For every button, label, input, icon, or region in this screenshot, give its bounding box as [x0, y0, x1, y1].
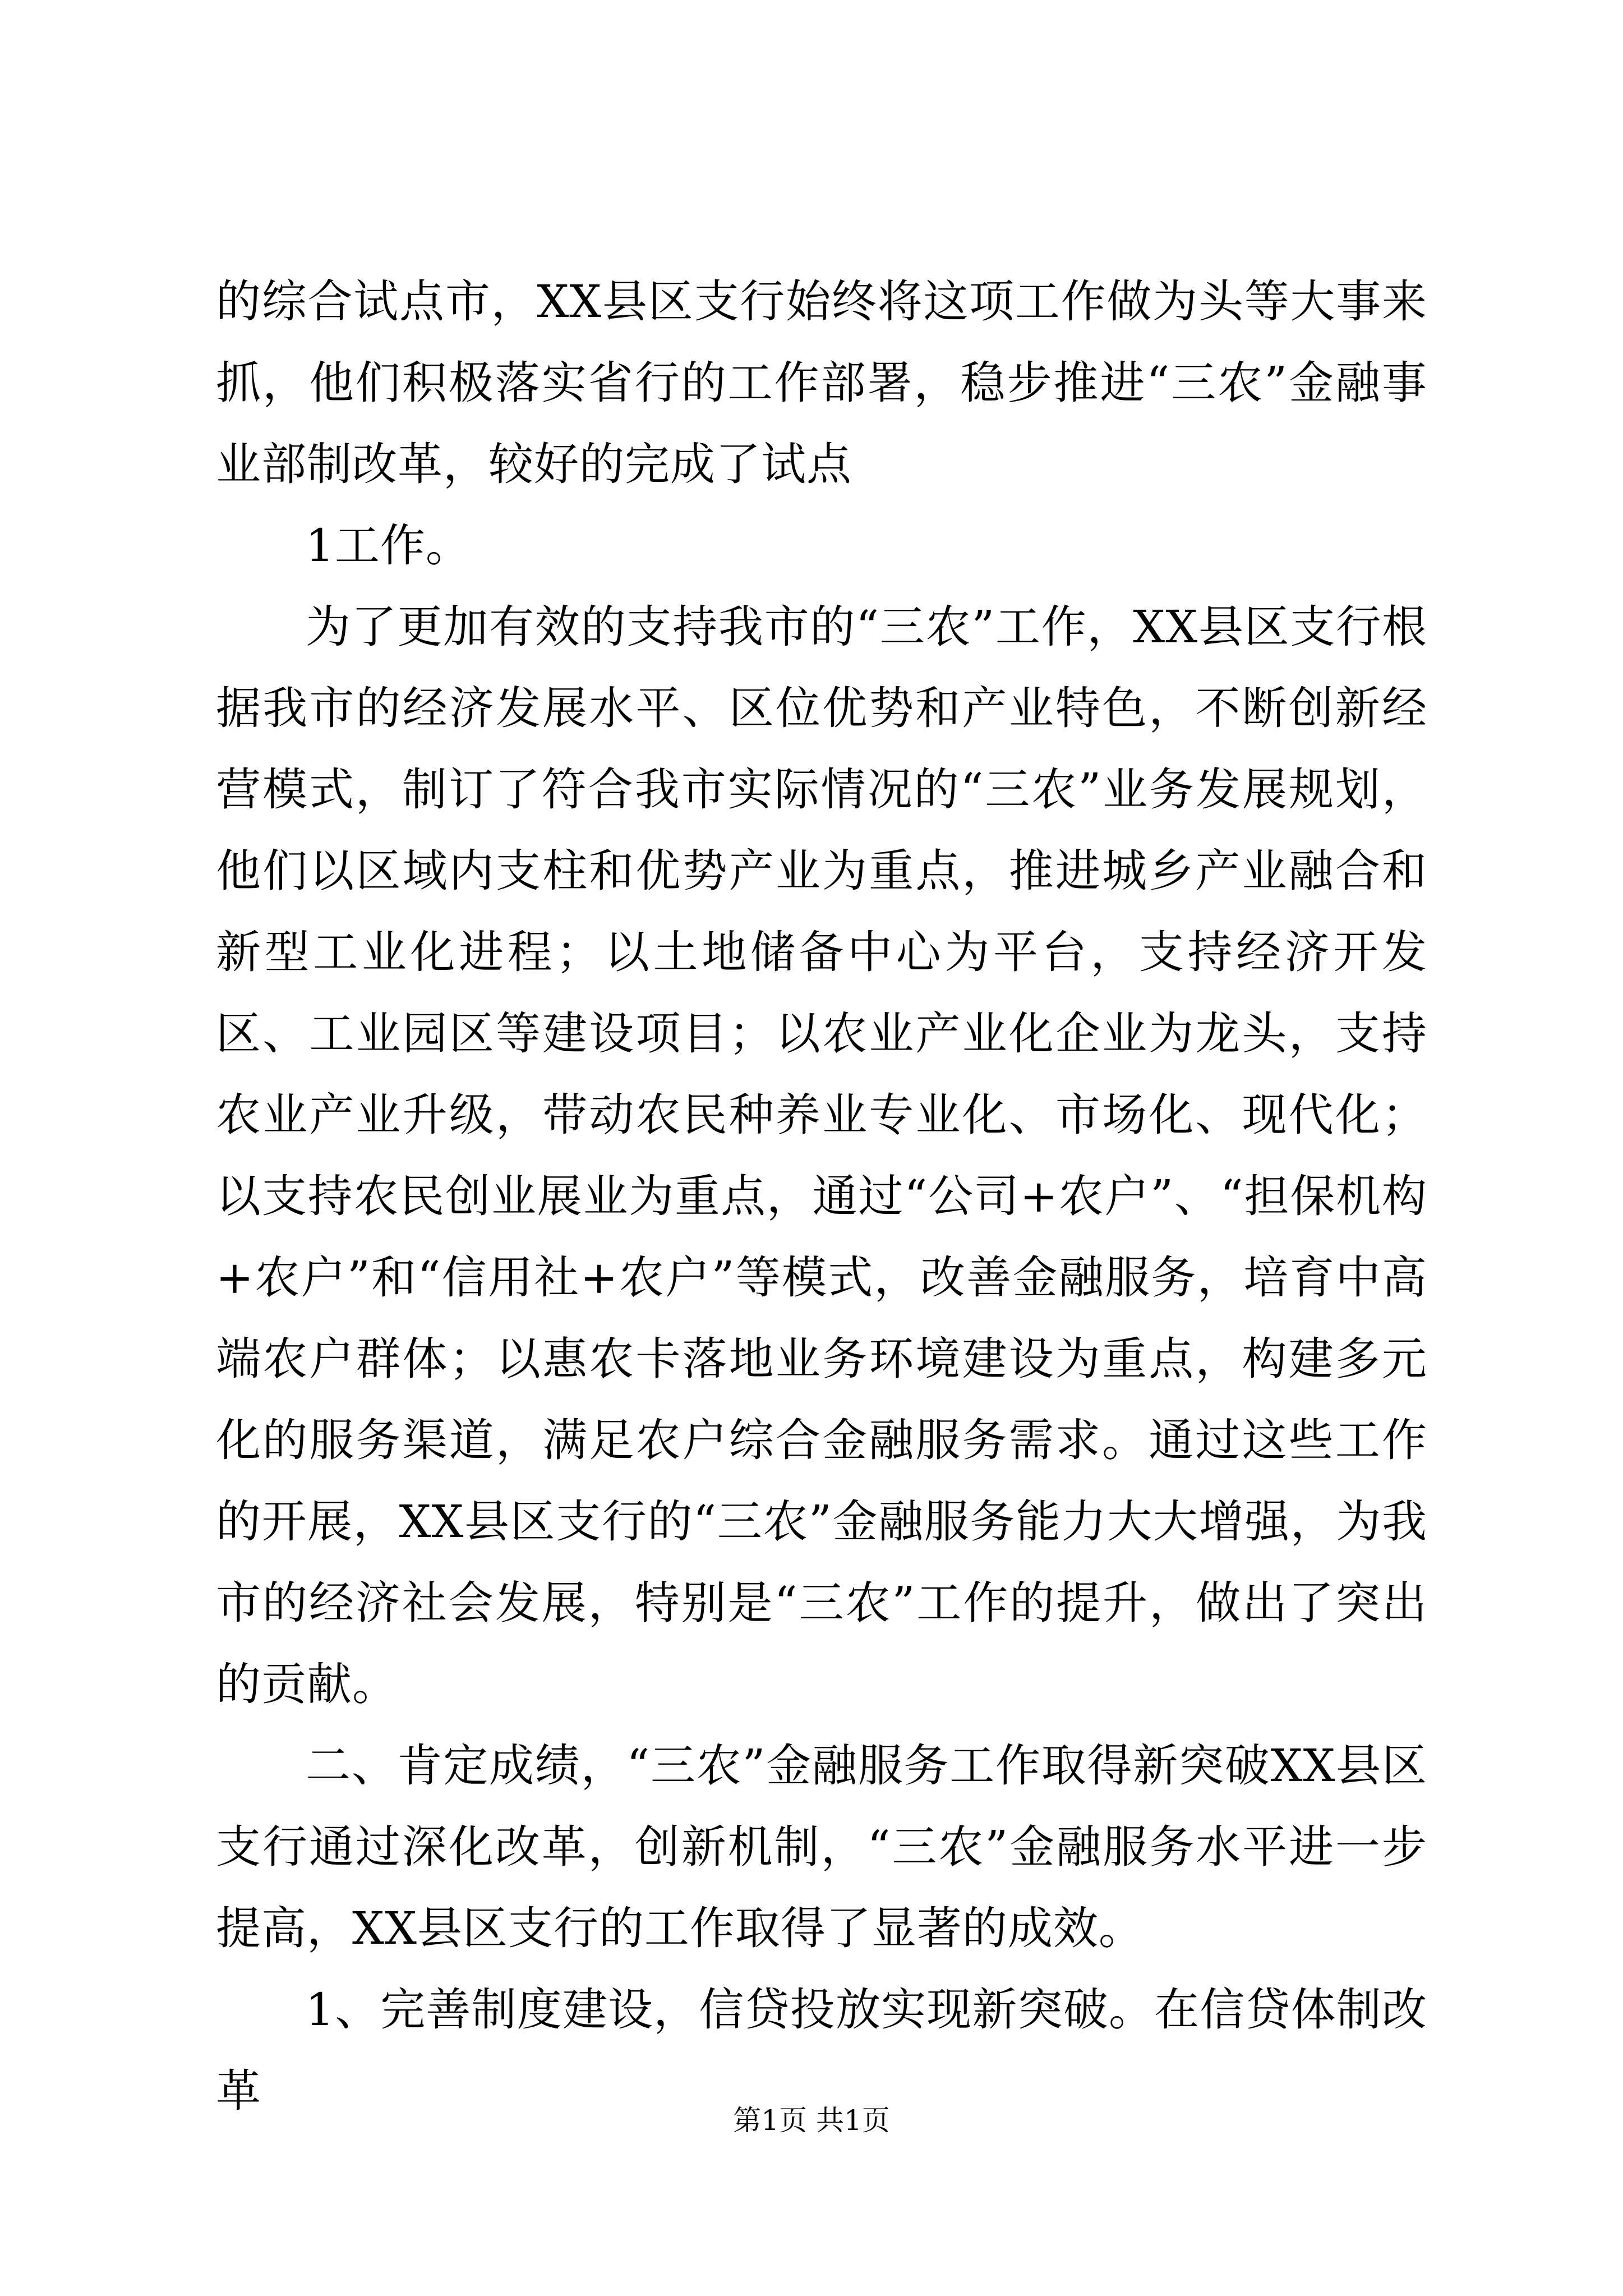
paragraph-item-1: 1、完善制度建设，信贷投放实现新突破。在信贷体制改革	[216, 1984, 1427, 2117]
document-body	[216, 261, 1427, 2132]
paragraph-section-heading: 二、肯定成绩，“三农”金融服务工作取得新突破XX县区支行通过深化改革，创新机制，“三农”金融服务水平进一步提高，XX县区支行的工作取得了显著的成效。	[216, 1740, 1427, 1954]
page-footer: 第1页 共1页	[733, 2104, 890, 2137]
paragraph-fragment: 1工作。	[306, 519, 471, 572]
paragraph-continuation: 的综合试点市，XX县区支行始终将这项工作做为头等大事来抓，他们积极落实省行的工作部署，稳步推进“三农”金融事业部制改革，较好的完成了试点	[216, 275, 1427, 490]
paragraph-support-measures: 为了更加有效的支持我市的“三农”工作，XX县区支行根据我市的经济发展水平、区位优势和产业特色，不断创新经营模式，制订了符合我市实际情况的“三农”业务发展规划，他们以区域内支柱和优势产业为重点，推进城乡产业融合和新型工业化进程；以土地储备中心为平台，支持经济开发区、工业园区等建设项目；以农业产业化企业为龙头，支持农业产业升级，带动农民种养业专业化、市场化、现代化；以支持农民创业展业为重点，通过“公司+农户”、“担保机构+农户”和“信用社+农户”等模式，改善金融服务，培育中高端农户群体；以惠农卡落地业务环境建设为重点，构建多元化的服务渠道，满足农户综合金融服务需求。通过这些工作的开展，XX县区支行的“三农”金融服务能力大大增强，为我市的经济社会发展，特别是“三农”工作的提升，做出了突出的贡献。	[216, 601, 1427, 1710]
